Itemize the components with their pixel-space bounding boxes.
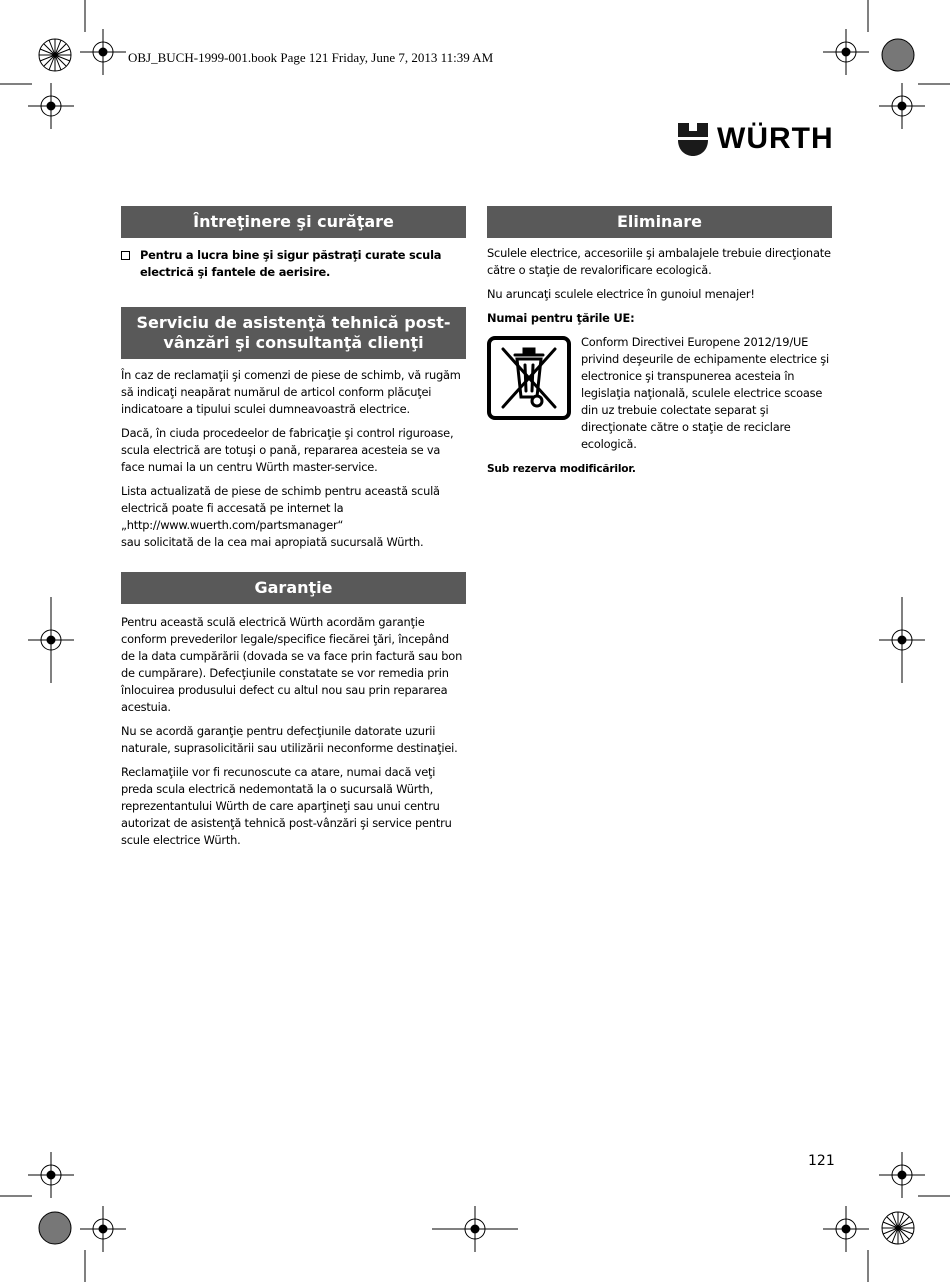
paragraph: Nu se acordă garanţie pentru defecţiunile datorate uzurii naturale, suprasolicitării sau utilizării neconforme destinaţiei. (121, 724, 458, 755)
brand-name: WÜRTH (717, 122, 834, 155)
subject-to-change-note: Sub rezerva modificărilor. (487, 463, 636, 475)
weee-text: Conform Directivei Europene 2012/19/UE privind deşeurile de echipamente electrice şi electronice şi transpunerea acesteia în legislaţia naţională, sculele electrice scoase din uz trebuie colectate separat şi direcţionate către o staţie de reciclare ecologică. (581, 335, 829, 451)
section-title: Eliminare (487, 206, 832, 238)
paragraph: Pentru această sculă electrică Würth acordăm garanţie conform prevederilor legale/specifice fiecărei ţări, începând de la data cumpărării (dovada se va face prin factură sau bon de cumpărare). Defecţiunile constatate se vor remedia prin înlocuirea produsului defect cu altul nou sau prin repararea acestuia. (121, 615, 463, 714)
paragraph: Dacă, în ciuda procedeelor de fabricaţie şi control riguroase, scula electrică are totuşi o pană, repararea acesteia se va face numai la un centru Würth master-service. (121, 426, 454, 474)
paragraph: Reclamaţiile vor fi recunoscute ca atare, numai dacă veţi preda scula electrică nedemontată la o sucursală Würth, reprezentantului Würth de care aparţineţi sau unui centru autorizat de asistenţă tehnică post-vânzări şi service pentru scule electrice Würth. (121, 765, 452, 847)
checkbox-bullet-icon (121, 251, 130, 260)
title-line: Serviciu de asistenţă tehnică post- (136, 313, 451, 332)
paragraph: Sculele electrice, accesoriile şi ambalajele trebuie direcţionate către o staţie de revalorificare ecologică. (487, 246, 831, 277)
section-title: Garanţie (121, 572, 466, 604)
print-header: OBJ_BUCH-1999-001.book Page 121 Friday, June 7, 2013 11:39 AM (128, 50, 494, 65)
wurth-logo (677, 120, 835, 158)
title-line: vânzări şi consultanţă clienţi (163, 333, 424, 352)
paragraph: În caz de reclamaţii şi comenzi de piese de schimb, vă rugăm să indicaţi neapărat numărul de articol conform plăcuţei indicatoare a tipului sculei dumneavoastră electrice. (121, 368, 461, 416)
section-title (121, 307, 466, 359)
eu-heading: Numai pentru ţările UE: (487, 311, 635, 325)
section-disposal (487, 206, 832, 485)
bullet-text: Pentru a lucra bine şi sigur păstraţi curate scula electrică şi fantele de aerisire. (140, 248, 442, 279)
paragraph: Nu aruncaţi sculele electrice în gunoiul menajer! (487, 287, 755, 301)
page-number: 121 (808, 1153, 835, 1169)
section-maintenance (121, 206, 466, 281)
paragraph-line: sau solicitată de la cea mai apropiată sucursală Würth. (121, 535, 424, 549)
crossed-bin-icon (487, 336, 571, 420)
weee-block (487, 334, 832, 453)
section-service (121, 307, 466, 558)
section-warranty (121, 572, 466, 856)
maintenance-bullet (121, 247, 466, 281)
wurth-logo-icon (677, 121, 709, 157)
paragraph-line: Lista actualizată de piese de schimb pentru această sculă electrică poate fi accesată pe internet la (121, 484, 440, 515)
paragraph (121, 483, 466, 551)
parts-manager-link[interactable]: „http://www.wuerth.com/partsmanager“ (121, 518, 344, 532)
section-title: Întreţinere şi curăţare (121, 206, 466, 238)
